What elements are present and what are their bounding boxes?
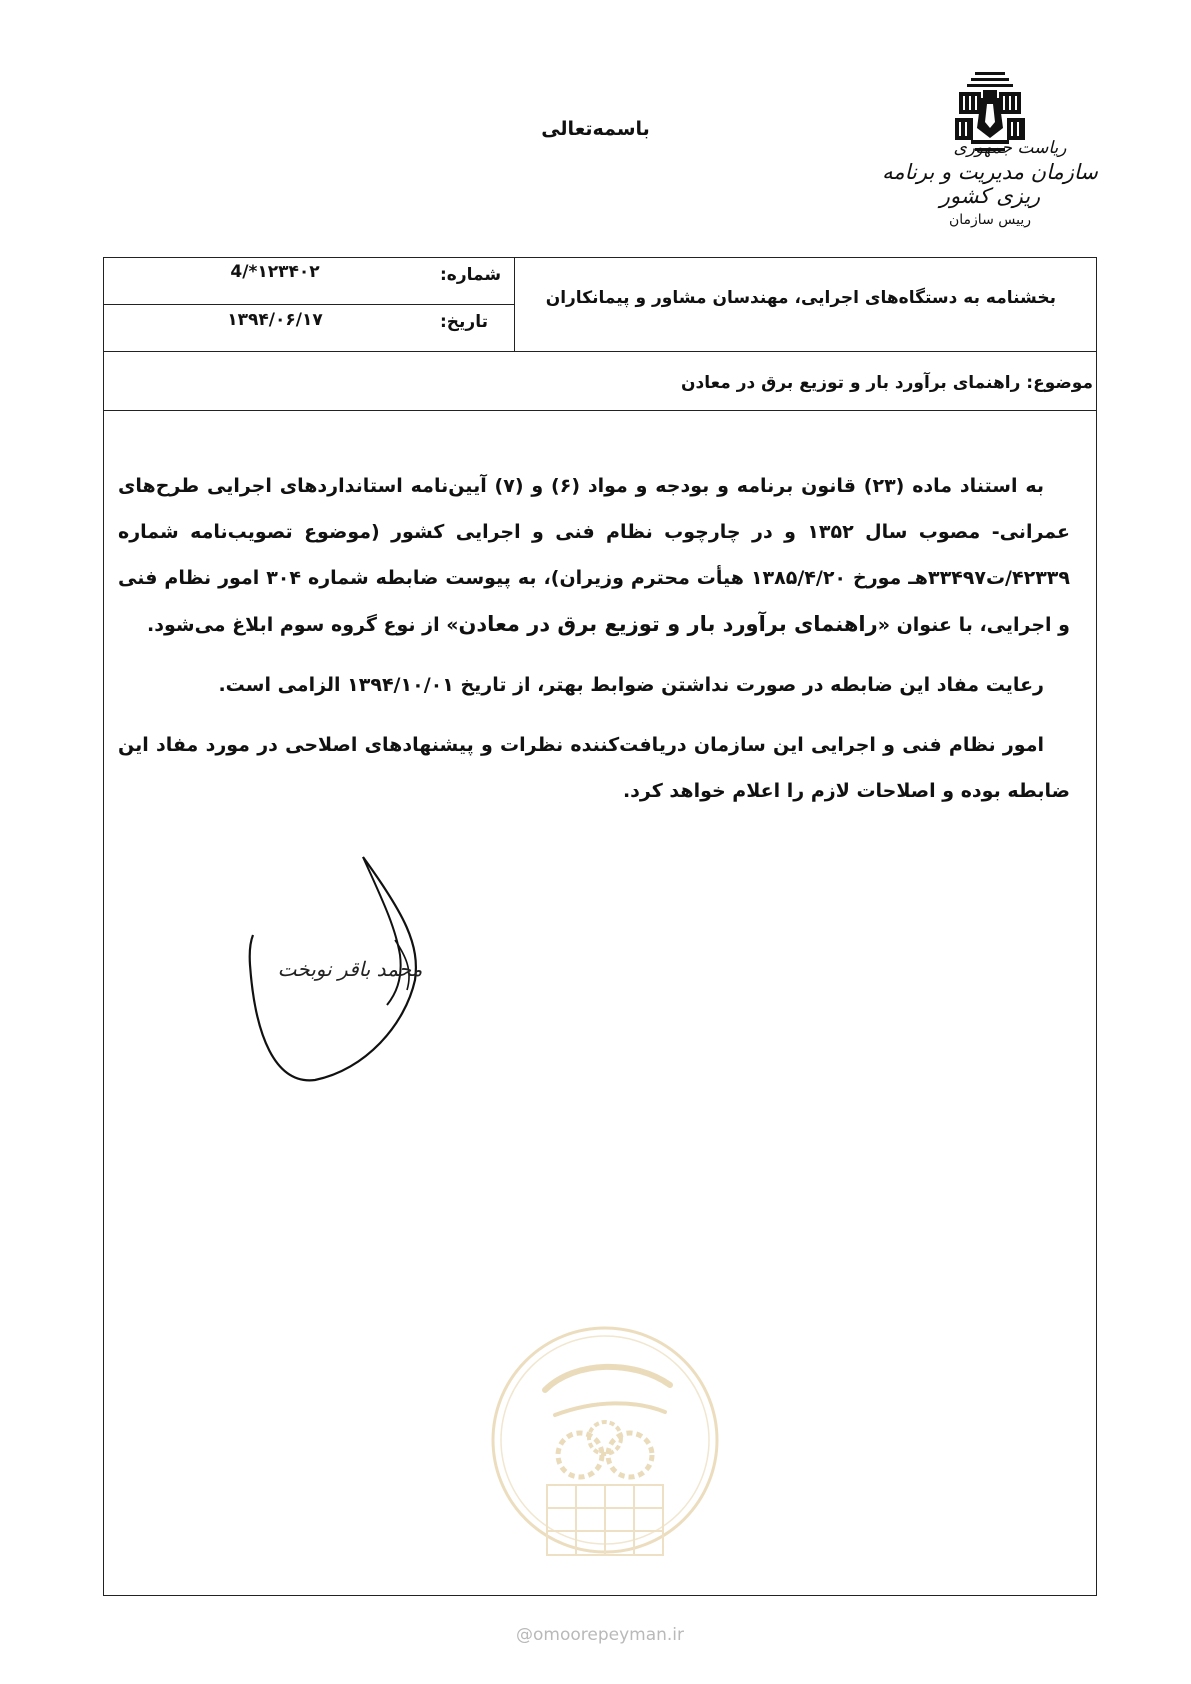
recipients-line: بخشنامه به دستگاه‌های اجرایی، مهندسان مشاور و پیمانکاران — [545, 288, 1056, 308]
signer-name: محمد باقر نوبخت — [277, 957, 423, 981]
organization-name: سازمان مدیریت و برنامه ریزی کشور — [882, 160, 1098, 208]
table-divider-subject-bottom — [103, 410, 1097, 411]
letter-date-value: ۱۳۹۴/۰۶/۱۷ — [227, 310, 323, 330]
table-divider-subject-top — [103, 351, 1097, 352]
body-paragraph-1-text-a: به استناد ماده (۲۳) قانون برنامه و بودجه و مواد (۶) و (۷) آیین‌نامه استانداردهای اجرایی طرح‌های عمرانی- مصوب سال ۱۳۵۲ و در چارچوب نظام فنی و اجرایی کشور (موضوع تصویب‌نامه شماره ۴۲۳۳۹/ت۳۳۴۹۷هـ مورخ ۱۳۸۵/۴/۲۰ هیأت محترم وزیران)، به پیوست ضابطه شماره ۳۰۴ امور نظام فنی و اجرایی، با عنوان « — [118, 475, 1070, 636]
presidency-label: ریاست جمهوری — [953, 138, 1067, 158]
table-divider-number-date — [103, 304, 515, 305]
bismillah-heading: باسمه‌تعالی — [541, 118, 650, 140]
body-paragraph-3: امور نظام فنی و اجرایی این سازمان دریافت‌کننده نظرات و پیشنهادهای اصلاحی در مورد مفاد این ضابطه بوده و اصلاحات لازم را اعلام خواهد کرد. — [118, 734, 1070, 802]
letter-body — [118, 463, 1070, 828]
subject-line: موضوع: راهنمای برآورد بار و توزیع برق در معادن — [681, 373, 1093, 393]
watermark-site-label: @omoorepeyman.ir — [515, 1625, 685, 1645]
omoore-peyman-seal-icon — [485, 1320, 725, 1570]
head-of-organization-label: رییس سازمان — [949, 212, 1031, 228]
organization-header — [880, 138, 1100, 228]
letter-date-label: تاریخ: — [440, 312, 488, 332]
body-paragraph-1-text-b: » از نوع گروه سوم ابلاغ می‌شود. — [147, 614, 459, 636]
letter-number-value: 4/*۱۲۳۴۰۲ — [230, 262, 320, 282]
guideline-title: راهنمای برآورد بار و توزیع برق در معادن — [458, 612, 878, 636]
letter-number-label: شماره: — [440, 265, 502, 285]
table-divider-vertical — [514, 257, 515, 352]
body-paragraph-1 — [118, 463, 1070, 648]
body-paragraph-2: رعایت مفاد این ضابطه در صورت نداشتن ضوابط بهتر، از تاریخ ۱۳۹۴/۱۰/۰۱ الزامی است. — [218, 674, 1044, 696]
